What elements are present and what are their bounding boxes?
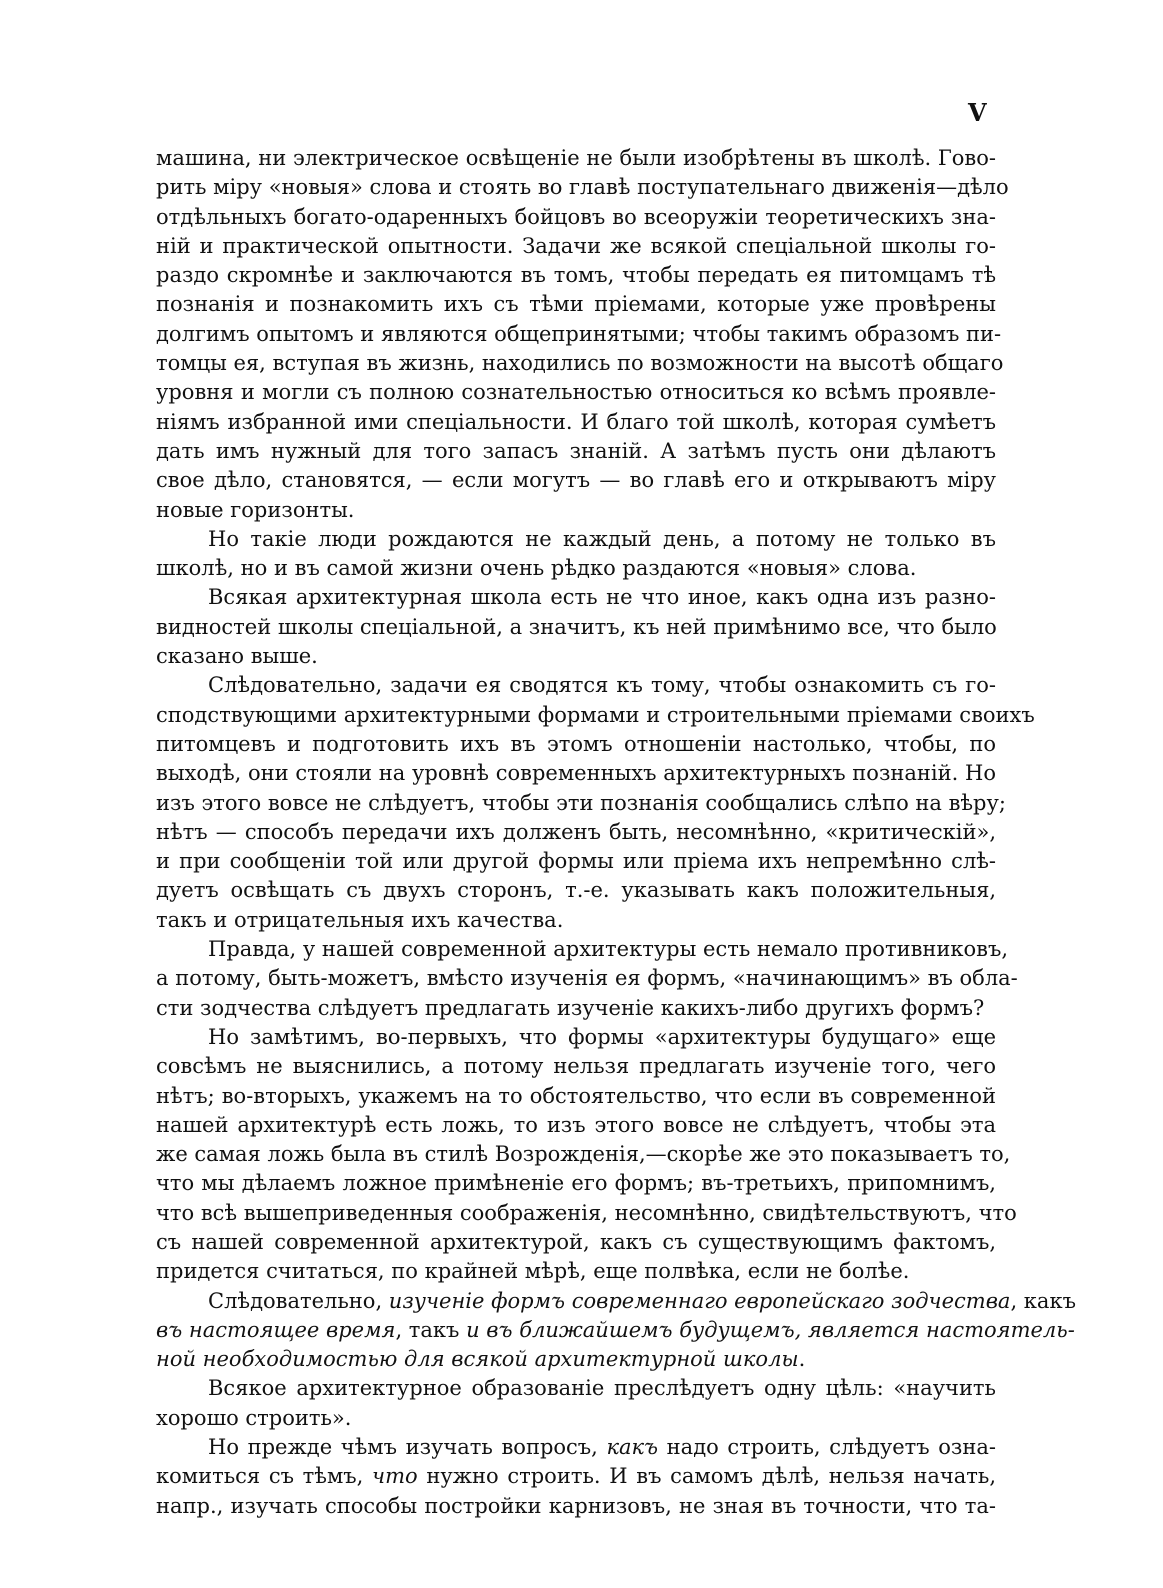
text-line: ній и практической опытности. Задачи же всякой спеціальной школы го- — [156, 233, 996, 258]
text-line: дуетъ освѣщать съ двухъ сторонъ, т.-е. указывать какъ положительныя, — [156, 878, 996, 903]
text-line: нашей архитектурѣ есть ложь, то изъ этого вовсе не слѣдуетъ, чтобы эта — [156, 1112, 996, 1137]
text-line: школѣ, но и въ самой жизни очень рѣдко раздаются «новыя» слова. — [156, 556, 917, 581]
text-line: Правда, у нашей современной архитектуры есть немало противниковъ, — [208, 937, 1009, 962]
tail-line-1: Всякое архитектурное образованіе преслѣдуетъ одну цѣль: «научить — [208, 1376, 996, 1401]
text-line: свое дѣло, становятся, — если могутъ — во главѣ его и открываютъ міру — [156, 468, 996, 493]
italic-line-3: ной необходимостью для всякой архитектурной школы. — [156, 1347, 806, 1372]
tail-line-2: хорошо строить». — [156, 1405, 352, 1430]
text-line: нѣтъ; во-вторыхъ, укажемъ на то обстоятельство, что если въ современной — [156, 1083, 996, 1108]
text-line: раздо скромнѣе и заключаются въ томъ, чтобы передать ея питомцамъ тѣ — [156, 263, 996, 288]
text-line: такъ и отрицательныя ихъ качества. — [156, 907, 564, 932]
text-line: дать имъ нужный для того запасъ знаній. А затѣмъ пусть они дѣлаютъ — [156, 438, 996, 463]
text-line: придется считаться, по крайней мѣрѣ, еще полвѣка, если не болѣе. — [156, 1259, 910, 1284]
text-line: Всякая архитектурная школа есть не что иное, какъ одна изъ разно- — [208, 585, 996, 610]
text-line: сказано выше. — [156, 644, 318, 669]
main-lines — [156, 144, 1035, 1287]
text-line: уровня и могли съ полною сознательностью относиться ко всѣмъ проявле- — [156, 380, 996, 405]
tail-line-5: напр., изучать способы постройки карнизовъ, не зная въ точности, что та- — [156, 1493, 996, 1518]
text-line: Слѣдовательно, задачи ея сводятся къ тому, чтобы ознакомить съ го- — [208, 673, 996, 698]
text-line: сти зодчества слѣдуетъ предлагать изученіе какихъ-либо другихъ формъ? — [156, 995, 985, 1020]
text-line: что мы дѣлаемъ ложное примѣненіе его формъ; въ-третьихъ, припомнимъ, — [156, 1171, 996, 1196]
text-line: долгимъ опытомъ и являются общепринятыми; чтобы такимъ образомъ пи- — [156, 321, 1002, 346]
text-line: съ нашей современной архитектурой, какъ съ существующимъ фактомъ, — [156, 1229, 996, 1254]
text-line: рить міру «новыя» слова и стоять во главѣ поступательнаго движенія—дѣло — [156, 175, 1009, 200]
text-line: ніямъ избранной ими спеціальности. И благо той школѣ, которая сумѣетъ — [156, 409, 996, 434]
text-line: Но замѣтимъ, во-первыхъ, что формы «архитектуры будущаго» еще — [208, 1024, 996, 1049]
text-line: нѣтъ — способъ передачи ихъ долженъ быть, несомнѣнно, «критическій», — [156, 819, 996, 844]
text-line: Но такіе люди рождаются не каждый день, а потому не только въ — [208, 526, 996, 551]
text-line: новые горизонты. — [156, 497, 355, 522]
text-line: совсѣмъ не выяснились, а потому нельзя предлагать изученіе того, чего — [156, 1054, 996, 1079]
text-line: изъ этого вовсе не слѣдуетъ, чтобы эти познанія сообщались слѣпо на вѣру; — [156, 790, 1006, 815]
text-line: питомцевъ и подготовить ихъ въ этомъ отношеніи настолько, чтобы, по — [156, 731, 996, 756]
text-line: томцы ея, вступая въ жизнь, находились по возможности на высотѣ общаго — [156, 351, 1004, 376]
text-line: выходѣ, они стояли на уровнѣ современныхъ архитектурныхъ познаній. Но — [156, 761, 996, 786]
text-line: машина, ни электрическое освѣщеніе не были изобрѣтены въ школѣ. Гово- — [156, 146, 996, 170]
text-line: сподствующими архитектурными формами и строительными пріемами своихъ — [156, 702, 1035, 727]
text-line: и при сообщеніи той или другой формы или пріема ихъ непремѣнно слѣ- — [156, 849, 996, 874]
text-line: отдѣльныхъ богато-одаренныхъ бойцовъ во всеоружіи теоретическихъ зна- — [156, 204, 996, 229]
body-text — [156, 144, 1076, 1521]
tail-line-4: комиться съ тѣмъ, что нужно строить. И въ самомъ дѣлѣ, нельзя начать, — [156, 1464, 996, 1489]
text-line: же самая ложь была въ стилѣ Возрожденія,—скорѣе же это показываетъ то, — [156, 1142, 1011, 1167]
tail-line-3: Но прежде чѣмъ изучать вопросъ, какъ надо строить, слѣдуетъ озна- — [208, 1435, 996, 1460]
text-line: познанія и познакомить ихъ съ тѣми пріемами, которые уже провѣрены — [156, 292, 996, 317]
text-line: видностей школы спеціальной, а значитъ, къ ней примѣнимо все, что было — [156, 614, 997, 639]
page-number: V — [968, 98, 987, 127]
italic-line-2: въ настоящее время, такъ и въ ближайшемъ будущемъ, является настоятель- — [156, 1317, 1075, 1342]
italic-line-1: Слѣдовательно, изученіе формъ современнаго европейскаго зодчества, какъ — [208, 1288, 1076, 1313]
text-line: а потому, быть-можетъ, вмѣсто изученія ея формъ, «начинающимъ» въ обла- — [156, 966, 1018, 991]
text-line: что всѣ вышеприведенныя соображенія, несомнѣнно, свидѣтельствуютъ, что — [156, 1200, 1017, 1225]
